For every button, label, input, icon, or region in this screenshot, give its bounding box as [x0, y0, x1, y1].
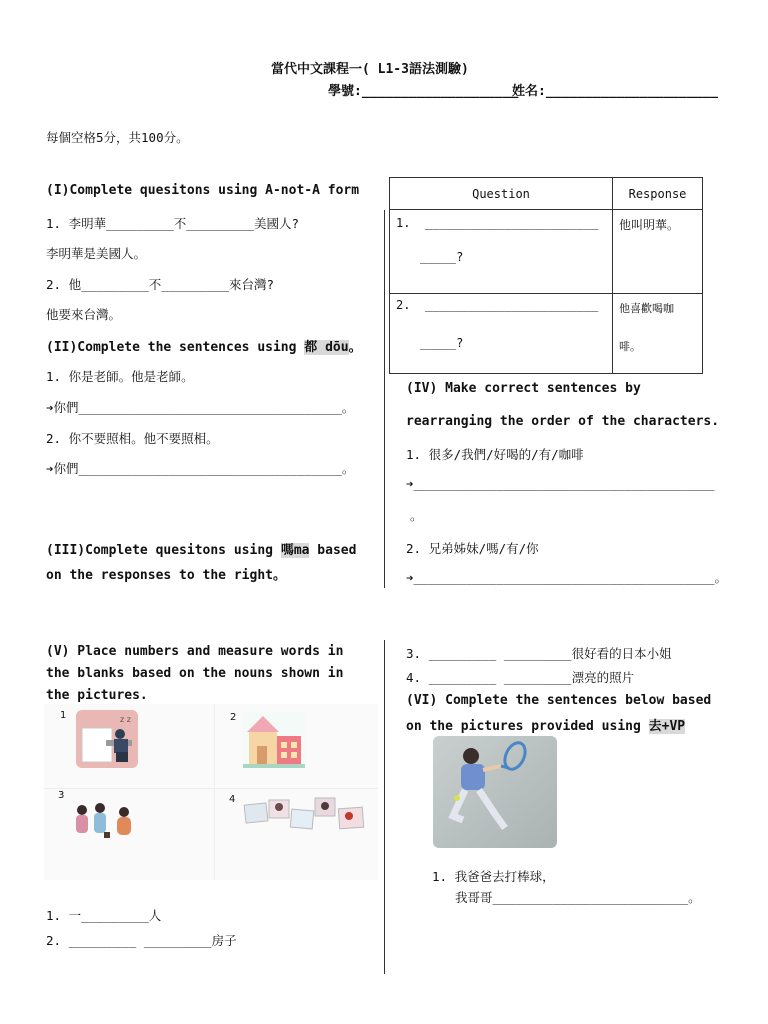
section5-line3: the pictures. [46, 688, 148, 703]
section3-line1 [46, 539, 356, 558]
section4-q2: 2. 兄弟姊妹/嗎/有/你 [406, 541, 539, 556]
page-title: 當代中文課程一( L1-3語法測驗) [271, 62, 469, 77]
table-cell-response [613, 294, 703, 374]
section5-item3: 3. _________ _________很好看的日本小姐 [406, 646, 672, 661]
section6-a1: 我哥哥__________________________。 [455, 890, 701, 905]
photos-picture [243, 796, 369, 836]
picture-label-3: 3 [58, 790, 65, 801]
table-row [390, 294, 703, 374]
section5-item1: 1. 一_________人 [46, 908, 162, 923]
section6-q1: 1. 我爸爸去打棒球， [432, 869, 555, 884]
row-number: 1. [396, 216, 411, 230]
section1-q2: 2. 他_________不_________來台灣? [46, 277, 275, 292]
house-picture [243, 712, 305, 768]
section2-q1: 1. 你是老師。他是老師。 [46, 369, 194, 384]
section3-line1-text: (III)Complete quesitons using [46, 543, 281, 558]
office-worker-picture [76, 710, 138, 768]
name-label: 姓名:______________________ [512, 84, 719, 99]
section5-line2: the blanks based on the nouns shown in [46, 666, 344, 681]
table-row [390, 210, 703, 294]
response-text-1: 他喜歡喝咖 [619, 302, 674, 315]
section2-a1: ➔你們___________________________________。 [46, 400, 355, 415]
section2-q2: 2. 你不要照相。他不要照相。 [46, 431, 219, 446]
section4-a1-end: 。 [410, 508, 423, 523]
svg-text:z z: z z [120, 715, 131, 724]
section4-line1: (IV) Make correct sentences by [406, 381, 641, 396]
section4-a1: ➔________________________________________ [406, 476, 715, 491]
section4-q1: 1. 很多/我們/好喝的/有/咖啡 [406, 447, 584, 462]
section1-a1: 李明華是美國人。 [46, 246, 147, 261]
picture-label-4: 4 [229, 794, 236, 805]
section3-keyword: 嗎ma [280, 543, 310, 558]
section3-line2: on the responses to the right。 [46, 568, 286, 583]
tennis-player-picture [433, 736, 557, 848]
section2-heading-text: (II)Complete the sentences using [46, 340, 305, 355]
scoring-note: 每個空格5分，共100分。 [46, 130, 189, 145]
section6-keyword: 去+VP [648, 719, 686, 734]
response-text-2: 啡。 [619, 340, 641, 353]
table-cell-question [390, 294, 613, 374]
table-cell-question [390, 210, 613, 294]
question-tail: _____? [420, 250, 464, 264]
section5-item4: 4. _________ _________漂亮的照片 [406, 670, 635, 685]
section2-keyword: 都 dōu [304, 340, 349, 355]
question-response-table [389, 177, 703, 374]
section1-a2: 他要來台灣。 [46, 307, 122, 322]
section1-q1: 1. 李明華_________不_________美國人? [46, 216, 300, 231]
column-divider-top [384, 210, 385, 588]
table-header-question: Question [390, 178, 613, 210]
girls-picture [70, 800, 142, 844]
section4-a2: ➔________________________________________。 [406, 570, 728, 585]
question-blank: ________________________ [424, 216, 599, 230]
student-id-label: 學號:____________________ [328, 84, 519, 99]
row-number: 2. [396, 298, 411, 312]
section6-line2 [406, 715, 685, 734]
section6-line2-text: on the pictures provided using [406, 719, 649, 734]
section4-line2: rearranging the order of the characters. [406, 414, 720, 429]
response-text: 他叫明華。 [619, 218, 680, 232]
section5-line1: (V) Place numbers and measure words in [46, 644, 344, 659]
section2-a2: ➔你們___________________________________。 [46, 461, 355, 476]
picture-label-1: 1 [60, 710, 67, 721]
section2-heading [46, 336, 362, 355]
question-blank: ________________________ [424, 298, 599, 312]
section2-heading-end: 。 [348, 340, 362, 355]
section1-heading: (I)Complete quesitons using A-not-A form [46, 183, 360, 198]
picture-label-2: 2 [230, 712, 237, 723]
question-tail: _____? [420, 336, 464, 350]
section3-line1-end: based [309, 543, 357, 558]
section5-item2: 2. _________ _________房子 [46, 933, 237, 948]
section6-line1: (VI) Complete the sentences below based [406, 693, 712, 708]
column-divider-bottom [384, 640, 385, 974]
table-header-response: Response [613, 178, 703, 210]
table-cell-response [613, 210, 703, 294]
